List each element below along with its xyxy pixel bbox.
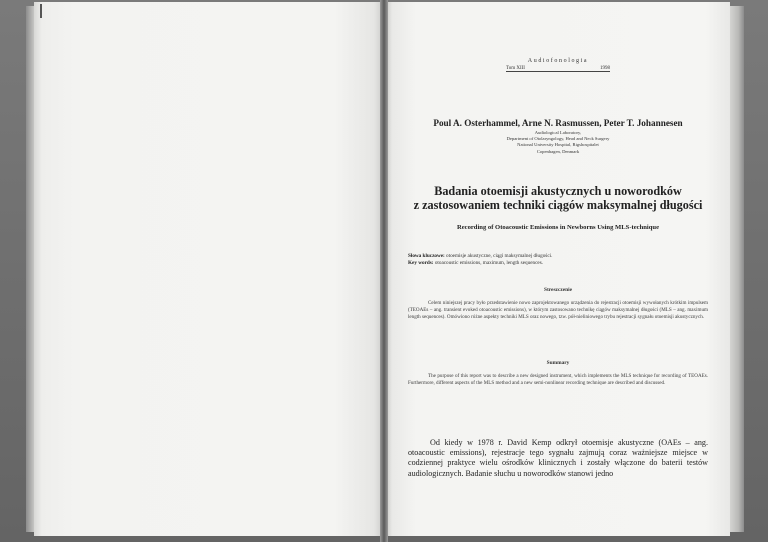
authors: Poul A. Osterhammel, Arne N. Rasmussen, Peter T. Johannesen xyxy=(433,118,683,128)
keywords-block xyxy=(408,253,708,267)
affiliation-line: Audiological Laboratory, xyxy=(534,130,582,135)
title-line-2: z zastosowaniem techniki ciągów maksymalnej długości xyxy=(413,198,703,212)
article-title xyxy=(386,184,730,212)
keywords-pl xyxy=(408,253,708,260)
title-line-1: Badania otoemisji akustycznych u noworodków xyxy=(434,184,682,198)
streszczenie-text: Celem niniejszej pracy było przedstawienie nowo zaprojektowanego urządzenia do rejestracji otoemisji wywołanych krótkim impulsem (TEOAEs – ang. transient evoked otoacoustic emissions), w którym zastosowano technikę ciągów maksymalnej długości (MLS – ang. maximum length sequences). Omówiono różne aspekty techniki MLS oraz nowego, tzw. pół-nieliniowego trybu rejestracji sygnału otoemisji akustycznych. xyxy=(408,300,708,320)
streszczenie-heading: Streszczenie xyxy=(543,287,573,293)
summary-heading: Summary xyxy=(546,360,570,366)
keywords-pl-label: Słowa kluczowe: xyxy=(408,253,445,259)
journal-name: Audiofonologia xyxy=(527,58,589,64)
article-page xyxy=(386,0,730,542)
journal-year: 1998 xyxy=(600,66,610,71)
keywords-en-label: Key words: xyxy=(408,260,434,267)
journal-volume-line xyxy=(506,66,610,72)
keywords-en xyxy=(408,260,708,267)
right-page-stack-edge xyxy=(730,6,744,532)
keywords-en-text: otoacoustic emissions, maximum, length sequences. xyxy=(434,260,544,267)
affiliation xyxy=(386,130,730,155)
left-page-stack-edge xyxy=(26,6,34,532)
journal-volume: Tom XIII xyxy=(506,66,525,71)
affiliation-line: Copenhagen, Denmark xyxy=(536,148,580,154)
body-text: Od kiedy w 1978 r. David Kemp odkrył otoemisje akustyczne (OAEs – ang. otoacoustic emissions), rejestracje tego sygnału zajmują coraz ważniejsze miejsce w codziennej praktyce wielu ośrodków klinicznych i zostały włączone do baterii testów audiologicznych. Badanie słuchu u noworodków stanowi jedno xyxy=(408,438,708,478)
summary-text: The purpose of this report was to describe a new designed instrument, which implements the MLS technique for recording of TEOAEs. Furthermore, different aspects of the MLS method and a new semi-nonlinear recording technique are described and discussed. xyxy=(408,373,708,386)
keywords-pl-text: otoemisje akustyczne, ciągi maksymalnej długości. xyxy=(446,253,553,259)
left-page-blank xyxy=(34,2,382,536)
affiliation-line: Department of Otolaryngology, Head and Neck Surgery xyxy=(506,136,610,142)
scan-mark xyxy=(40,4,42,18)
affiliation-line: National University Hospital, Rigshospitalet xyxy=(517,142,599,148)
article-subtitle: Recording of Otoacoustic Emissions in Newborns Using MLS-technique xyxy=(456,224,660,231)
